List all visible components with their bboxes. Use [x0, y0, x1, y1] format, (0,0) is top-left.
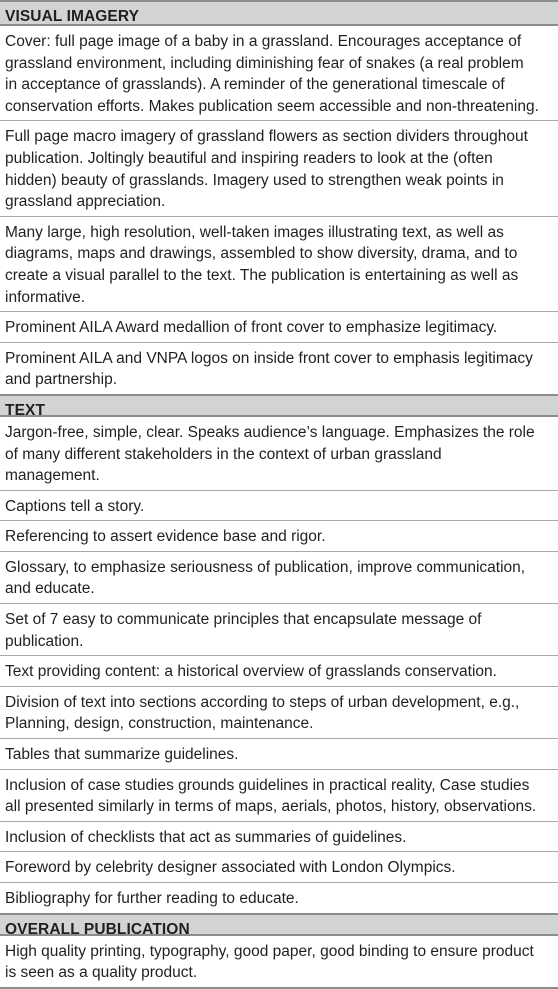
table-row: Prominent AILA Award medallion of front cover to emphasize legitimacy. [0, 311, 558, 342]
table-row: Tables that summarize guidelines. [0, 738, 558, 769]
table-row: Many large, high resolution, well-taken images illustrating text, as well as diagrams, maps and drawings, assembled to show diversity, drama, and to create a visual parallel to the text. The publication is entertaining as well as informative. [0, 216, 558, 311]
table-row: Jargon-free, simple, clear. Speaks audience’s language. Emphasizes the role of many different stakeholders in the context of urban grassland management. [0, 415, 558, 490]
table-row: Cover: full page image of a baby in a grassland. Encourages acceptance of grassland environment, including diminishing fear of snakes (a real problem in acceptance of grasslands). A reminder of the generational timescale of conservation efforts. Makes publication seem accessible and non-threatening. [0, 24, 558, 120]
table-row: Prominent AILA and VNPA logos on inside front cover to emphasis legitimacy and partnership. [0, 342, 558, 394]
table-row: Inclusion of checklists that act as summaries of guidelines. [0, 821, 558, 852]
table-row: Division of text into sections according to steps of urban development, e.g., Planning, design, construction, maintenance. [0, 686, 558, 738]
table-bottom-rule [0, 987, 558, 989]
table-row: Full page macro imagery of grassland flowers as section dividers throughout publication. Joltingly beautiful and inspiring readers to look at the (often hidden) beauty of grasslands. Imagery used to strengthen weak points in grassland appreciation. [0, 120, 558, 215]
table-row: Foreword by celebrity designer associated with London Olympics. [0, 851, 558, 882]
section-heading-text: TEXT [0, 394, 558, 415]
table-row: Referencing to assert evidence base and rigor. [0, 520, 558, 551]
table-row: Text providing content: a historical overview of grasslands conservation. [0, 655, 558, 686]
table-row: Inclusion of case studies grounds guidelines in practical reality, Case studies all presented similarly in terms of maps, aerials, photos, history, observations. [0, 769, 558, 821]
table-row: Bibliography for further reading to educate. [0, 882, 558, 913]
table-row: Glossary, to emphasize seriousness of publication, improve communication, and educate. [0, 551, 558, 603]
table-row: Captions tell a story. [0, 490, 558, 521]
table-row: High quality printing, typography, good paper, good binding to ensure product is seen as a quality product. [0, 934, 558, 987]
section-heading-visual-imagery: VISUAL IMAGERY [0, 0, 558, 24]
table-row: Set of 7 easy to communicate principles that encapsulate message of publication. [0, 603, 558, 655]
section-heading-overall-publication: OVERALL PUBLICATION [0, 913, 558, 934]
